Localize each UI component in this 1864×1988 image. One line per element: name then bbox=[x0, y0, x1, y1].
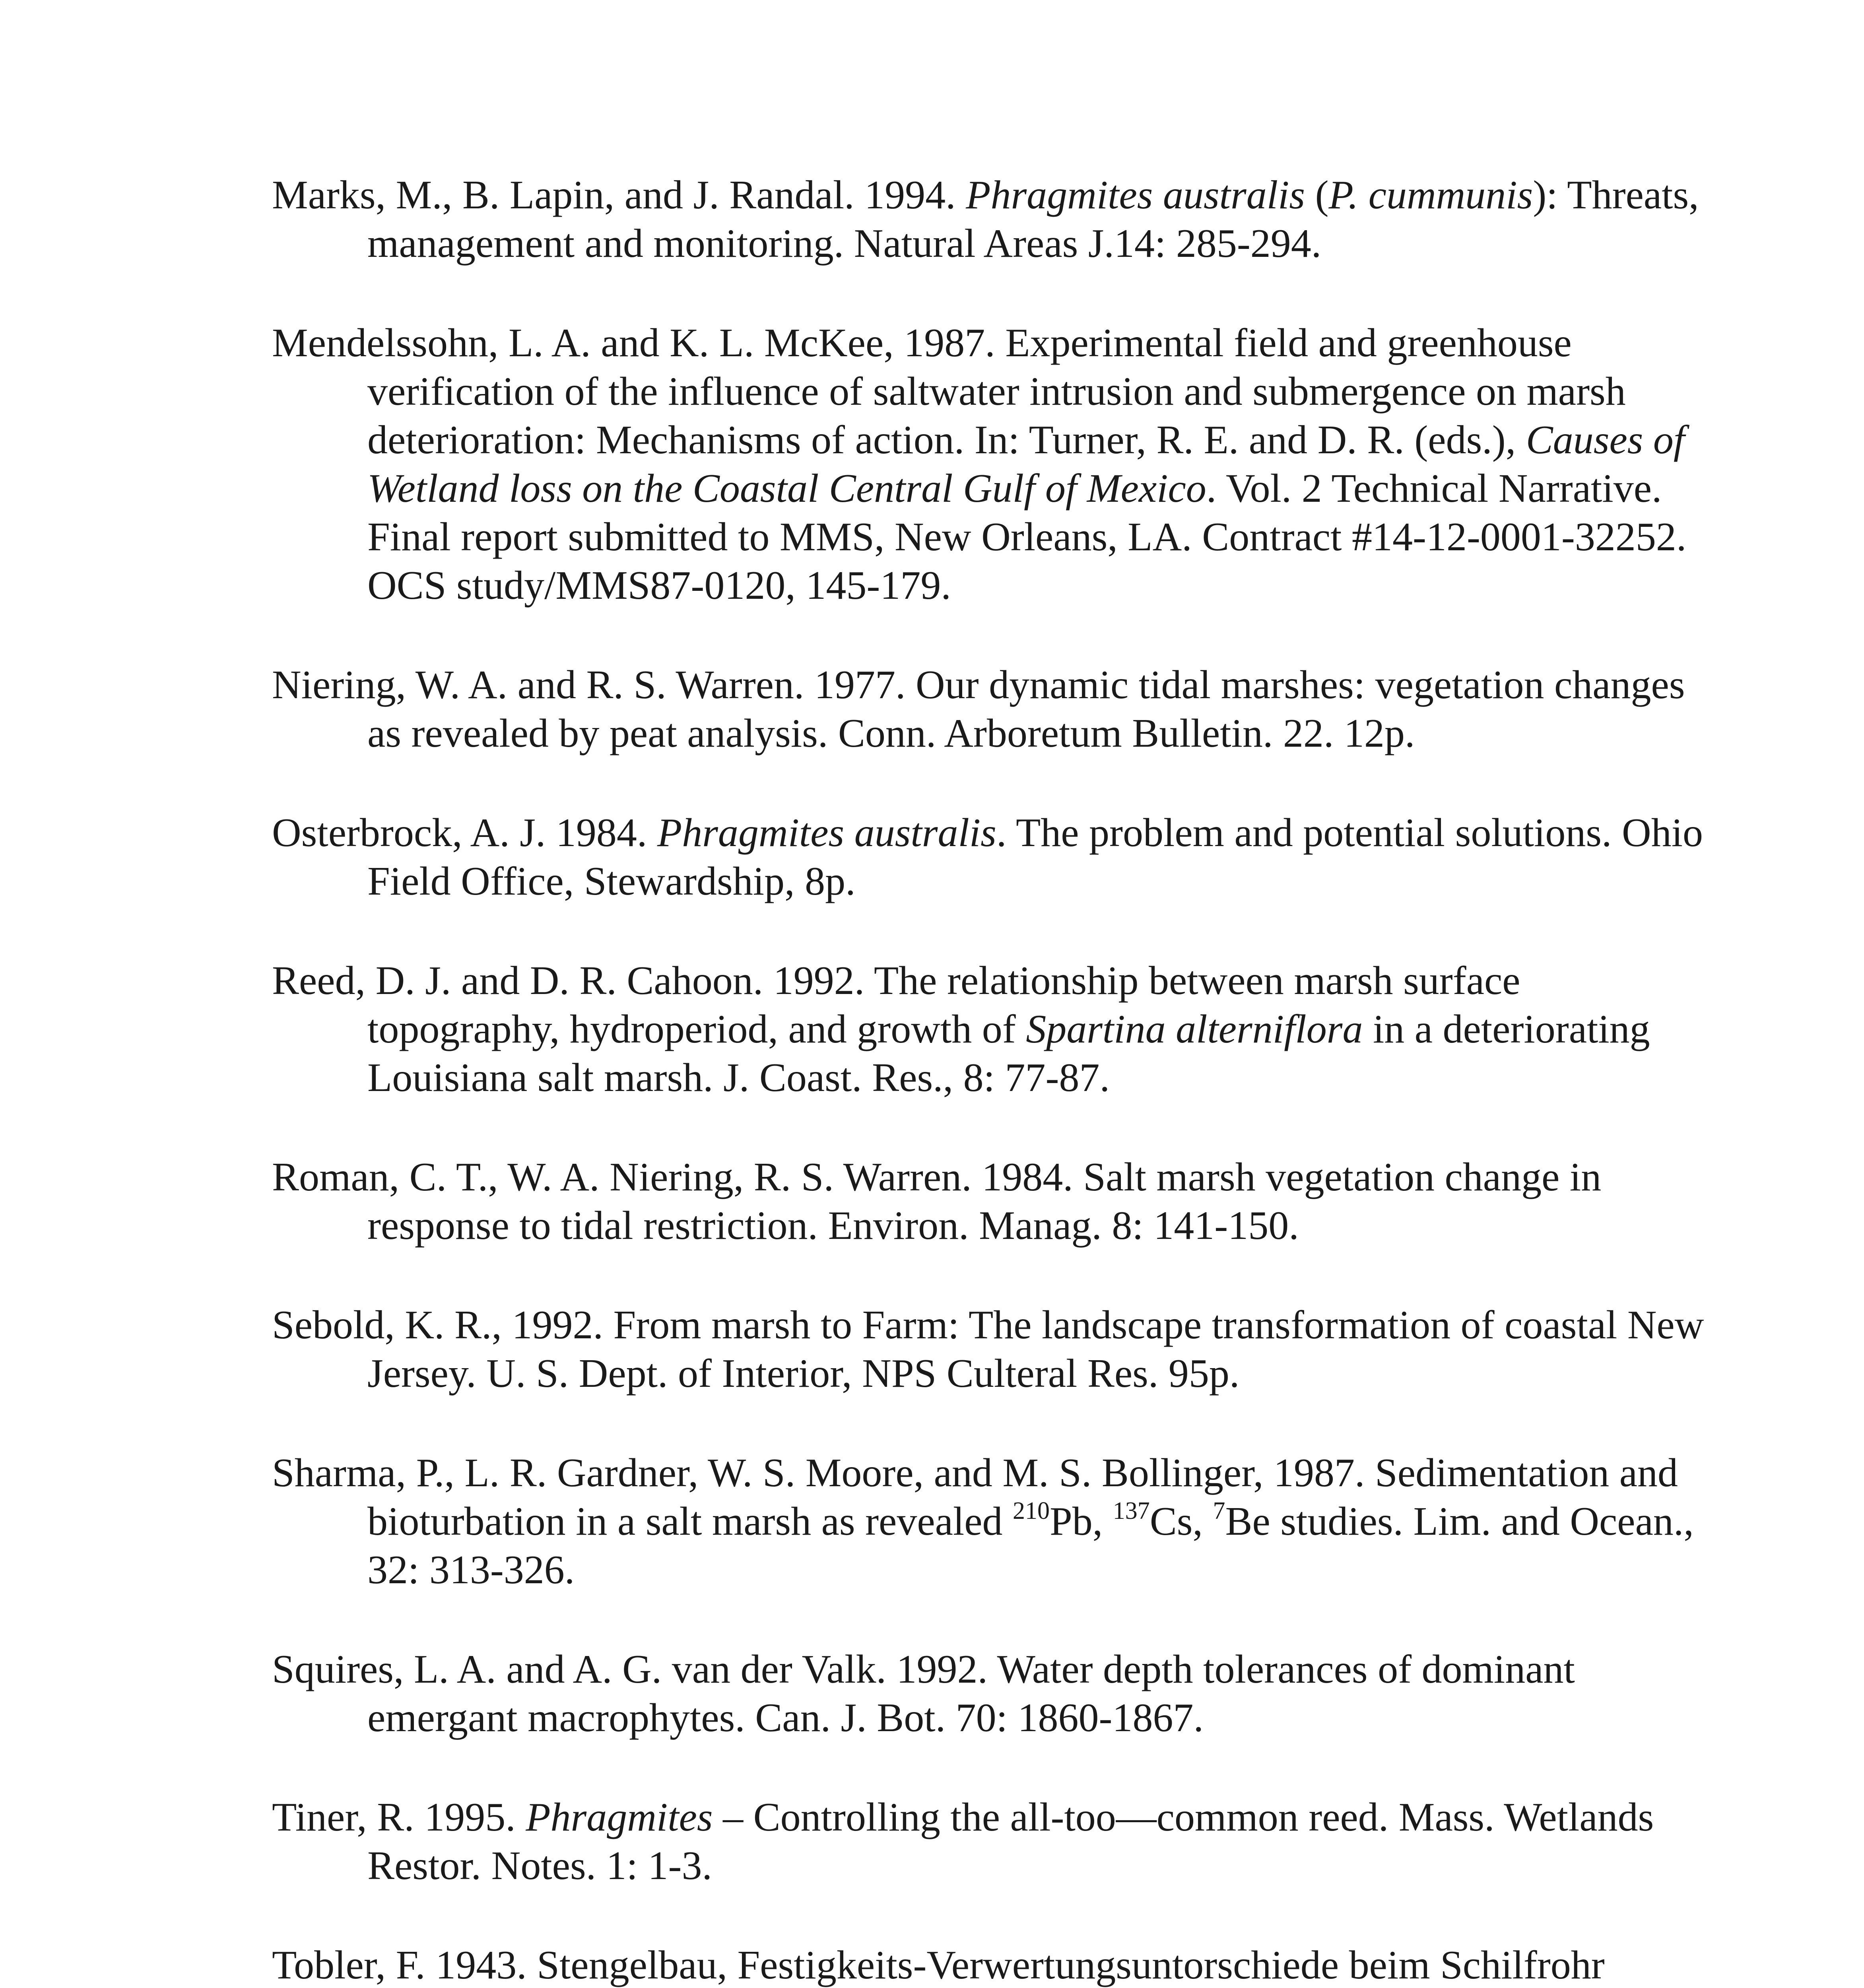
reference-text: Marks, M., B. Lapin, and J. Randal. 1994. bbox=[272, 173, 966, 217]
reference-entry-sharma bbox=[272, 1449, 1711, 1594]
reference-entry-marks bbox=[272, 171, 1711, 268]
reference-text: Tiner, R. 1995. bbox=[272, 1795, 526, 1840]
reference-entry-reed bbox=[272, 957, 1711, 1102]
reference-italic: Causes of Wetland loss on the Coastal Central Gulf of Mexico bbox=[367, 417, 1685, 511]
reference-text: . The problem and potential solutions. Ohio Field Office, Stewardship, 8p. bbox=[367, 810, 1703, 904]
reference-italic: Phragmites australis bbox=[966, 173, 1305, 217]
isotope-superscript: 7 bbox=[1213, 1497, 1225, 1524]
reference-entry-mendelssohn bbox=[272, 319, 1711, 610]
reference-text: Niering, W. A. and R. S. Warren. 1977. Our dynamic tidal marshes: vegetation changes as revealed by peat analysis. Conn. Arboretum Bulletin. 22. 12p. bbox=[272, 662, 1685, 756]
reference-text: Tobler, F. 1943. Stengelbau, Festigkeits-Verwertungsuntorschiede beim Schilfrohr bbox=[272, 1943, 1605, 1988]
reference-text: Sharma, P., L. R. Gardner, W. S. Moore, and M. S. Bollinger, 1987. Sedimentation and bioturbation in a salt marsh as revealed bbox=[272, 1450, 1678, 1544]
reference-italic: P. cummunis bbox=[1328, 173, 1533, 217]
reference-entry-roman bbox=[272, 1153, 1711, 1250]
reference-entry-sebold bbox=[272, 1301, 1711, 1398]
reference-text: ): Threats, management and monitoring. Natural Areas J.14: 285-294. bbox=[367, 173, 1699, 266]
reference-text: Roman, C. T., W. A. Niering, R. S. Warren. 1984. Salt marsh vegetation change in response to tidal restriction. Environ. Manag. 8: 141-150. bbox=[272, 1155, 1602, 1248]
reference-entry-tobler bbox=[272, 1941, 1711, 1988]
reference-text: in a deteriorating Louisiana salt marsh. J. Coast. Res., 8: 77-87. bbox=[367, 1007, 1650, 1100]
reference-text: . Vol. 2 Technical Narrative. Final report submitted to MMS, New Orleans, LA. Contract #14-12-0001-32252. OCS study/MMS87-0120, 145-179. bbox=[367, 466, 1687, 608]
reference-text: Sebold, K. R., 1992. From marsh to Farm: The landscape transformation of coastal New Jersey. U. S. Dept. of Interior, NPS Culteral Res. 95p. bbox=[272, 1303, 1704, 1396]
reference-text: Reed, D. J. and D. R. Cahoon. 1992. The relationship between marsh surface topography, hydroperiod, and growth of bbox=[272, 958, 1520, 1052]
reference-text: Pb, bbox=[1050, 1499, 1113, 1544]
reference-text: Squires, L. A. and A. G. van der Valk. 1992. Water depth tolerances of dominant emergant macrophytes. Can. J. Bot. 70: 1860-1867. bbox=[272, 1647, 1575, 1740]
reference-text: – Controlling the all-too—common reed. Mass. Wetlands Restor. Notes. 1: 1-3. bbox=[367, 1795, 1654, 1888]
reference-text: ( bbox=[1305, 173, 1329, 217]
reference-italic: Phragmites australis bbox=[657, 810, 996, 855]
reference-entry-tiner bbox=[272, 1793, 1711, 1890]
reference-text: Osterbrock, A. J. 1984. bbox=[272, 810, 657, 855]
reference-text: Be studies. Lim. and Ocean., 32: 313-326. bbox=[367, 1499, 1694, 1592]
reference-text: Mendelssohn, L. A. and K. L. McKee, 1987. Experimental field and greenhouse verification of the influence of saltwater intrusion and submergence on marsh deterioration: Mechanisms of action. In: Turner, R. E. and D. R. (eds.), bbox=[272, 320, 1626, 462]
reference-italic: Spartina alterniflora bbox=[1026, 1007, 1363, 1052]
isotope-superscript: 137 bbox=[1113, 1497, 1150, 1524]
reference-entry-niering bbox=[272, 661, 1711, 758]
isotope-superscript: 210 bbox=[1013, 1497, 1050, 1524]
reference-entry-osterbrock bbox=[272, 809, 1711, 906]
reference-text: Cs, bbox=[1149, 1499, 1213, 1544]
reference-italic: Phragmites bbox=[526, 1795, 713, 1840]
reference-list bbox=[272, 171, 1711, 1988]
reference-entry-squires bbox=[272, 1645, 1711, 1742]
